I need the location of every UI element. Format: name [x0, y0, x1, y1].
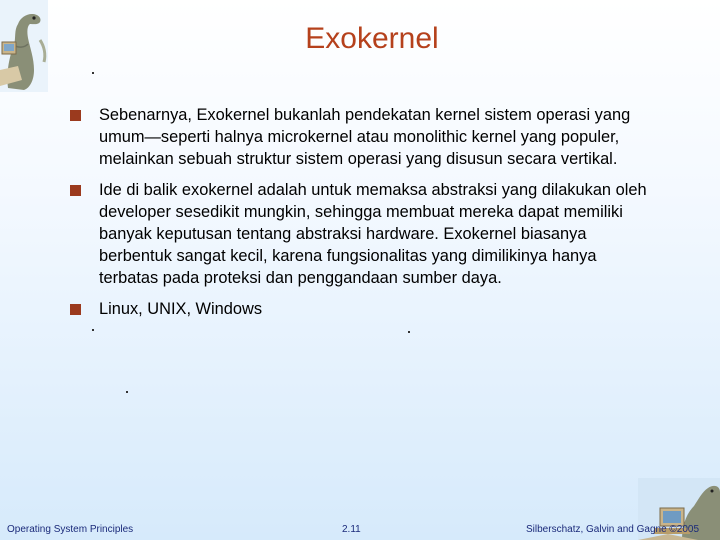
- square-bullet-icon: [70, 185, 81, 196]
- footer-course: Operating System Principles: [7, 524, 134, 535]
- bullet-item: [70, 180, 655, 289]
- footer-copyright: Silberschatz, Galvin and Gagne ©2005: [526, 524, 700, 535]
- speck-mark: [126, 391, 128, 393]
- dinosaur-icon: [0, 0, 48, 92]
- speck-mark: [92, 72, 94, 74]
- footer-page-number: 2.11: [342, 524, 361, 535]
- bullet-item: [70, 299, 655, 321]
- bullet-item: [70, 105, 655, 170]
- square-bullet-icon: [70, 304, 81, 315]
- slide-title: Exokernel: [305, 22, 439, 55]
- square-bullet-icon: [70, 110, 81, 121]
- bullet-text: Ide di balik exokernel adalah untuk memaksa abstraksi yang dilakukan oleh developer sesedikit mungkin, sehingga membuat mereka dapat memiliki banyak keputusan tentang abstraksi hardware. Exokernel biasanya berbentuk sangat kecil, karena fungsionalitas yang dimilikinya hanya terbatas pada proteksi dan penggandaan sumber daya.: [99, 181, 647, 287]
- bullet-text: Sebenarnya, Exokernel bukanlah pendekatan kernel sistem operasi yang umum—seperti halnya microkernel atau monolithic kernel yang populer, melainkan sebuah struktur sistem operasi yang disusun secara vertikal.: [99, 106, 631, 168]
- bullet-list: [70, 105, 655, 331]
- speck-mark: [408, 331, 410, 333]
- bullet-text: Linux, UNIX, Windows: [99, 300, 263, 319]
- speck-mark: [92, 329, 94, 331]
